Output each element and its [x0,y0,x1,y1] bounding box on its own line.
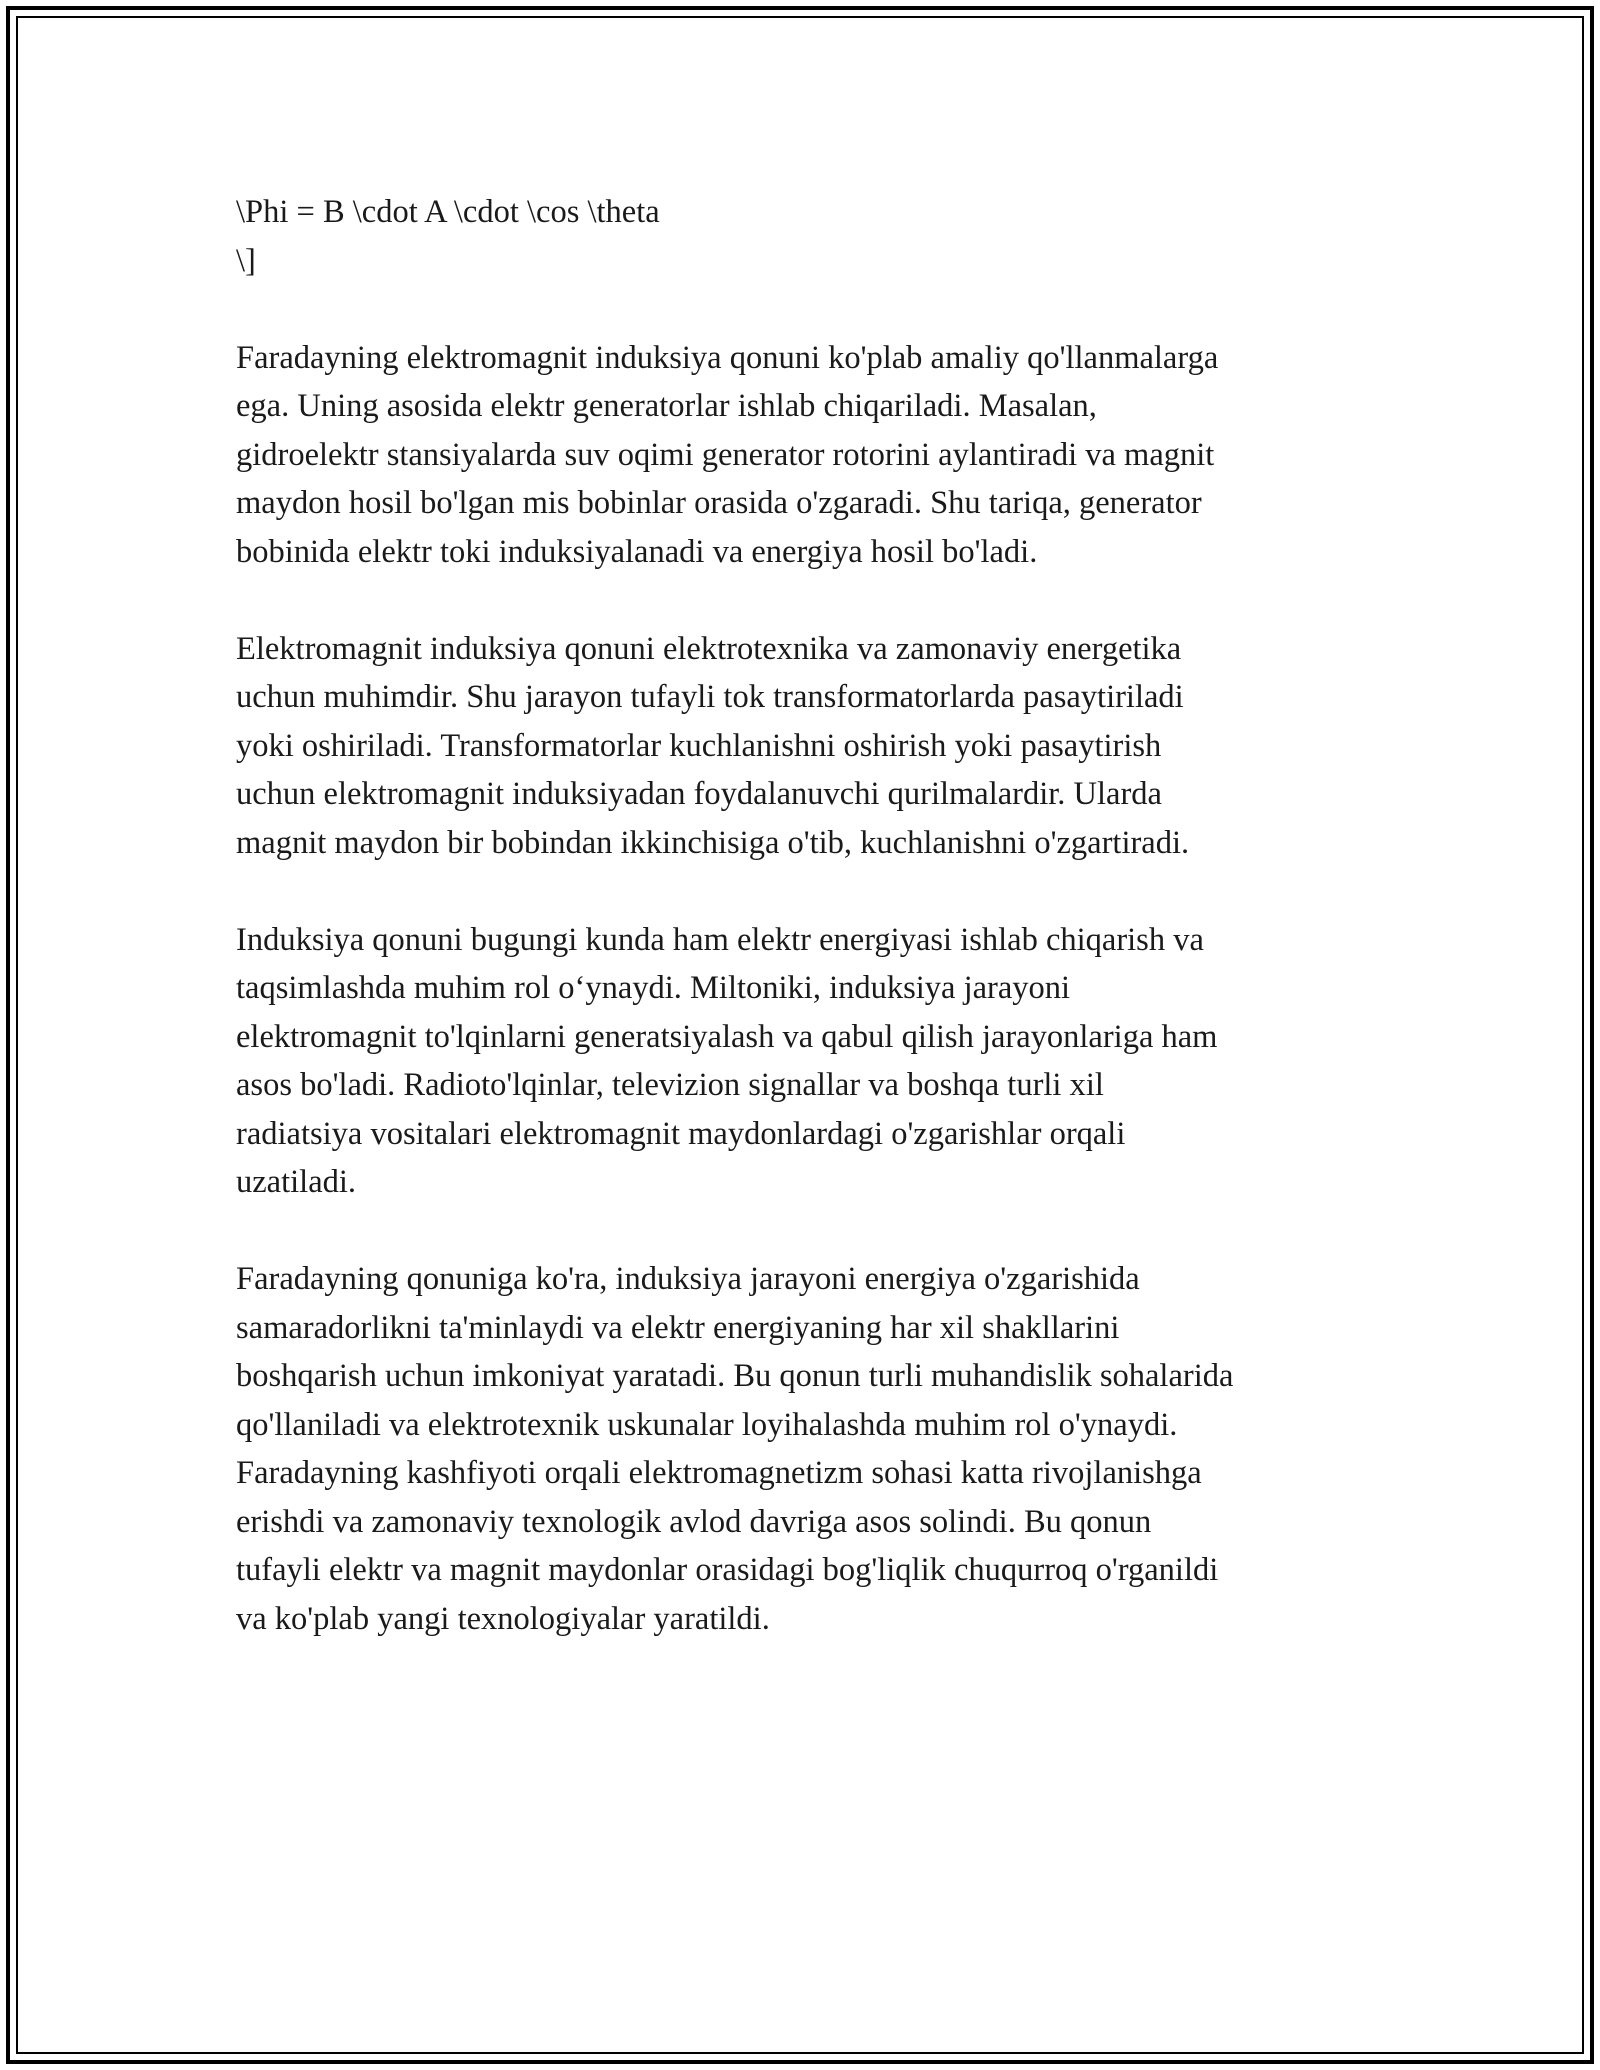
text-line: asos bo'ladi. Radioto'lqinlar, televizion signallar va boshqa turli xil [236,1067,1104,1103]
text-line: taqsimlashda muhim rol o‘ynaydi. Miltoniki, induksiya jarayoni [236,970,1071,1006]
paragraph-transformers [236,625,1386,868]
text-line: elektromagnit to'lqinlarni generatsiyalash va qabul qilish jarayonlariga ham [236,1018,1218,1055]
text-line: qo'llaniladi va elektrotexnik uskunalar loyihalashda muhim rol o'ynaydi. [236,1406,1178,1443]
paragraph-generators [236,334,1386,577]
formula-block [236,188,1386,285]
text-line: erishdi va zamonaviy texnologik avlod davriga asos solindi. Bu qonun [236,1503,1152,1540]
text-line: Induksiya qonuni bugungi kunda ham elektr energiyasi ishlab chiqarish va [236,921,1204,958]
text-line: uchun elektromagnit induksiyadan foydalanuvchi qurilmalardir. Ularda [236,776,1162,812]
formula-line: \Phi = B \cdot A \cdot \cos \theta [236,194,660,230]
text-line: uchun muhimdir. Shu jarayon tufayli tok transformatorlarda pasaytiriladi [236,679,1184,715]
text-line: maydon hosil bo'lgan mis bobinlar orasida o'zgaradi. Shu tariqa, generator [236,485,1202,521]
text-line: bobinida elektr toki induksiyalanadi va energiya hosil bo'ladi. [236,533,1038,570]
paragraph-conclusion [236,1255,1386,1643]
text-line: va ko'plab yangi texnologiyalar yaratildi. [236,1600,770,1637]
text-line: radiatsiya vositalari elektromagnit maydonlardagi o'zgarishlar orqali [236,1115,1126,1152]
text-line: uzatiladi. [236,1164,357,1200]
text-line: Elektromagnit induksiya qonuni elektrotexnika va zamonaviy energetika [236,630,1182,667]
document-body [236,188,1386,1643]
text-line: Faradayning qonuniga ko'ra, induksiya jarayoni energiya o'zgarishida [236,1261,1140,1297]
text-line: Faradayning kashfiyoti orqali elektromagnetizm sohasi katta rivojlanishga [236,1455,1202,1491]
text-line: yoki oshiriladi. Transformatorlar kuchlanishni oshirish yoki pasaytirish [236,727,1162,764]
text-line: ega. Uning asosida elektr generatorlar ishlab chiqariladi. Masalan, [236,388,1097,424]
text-line: magnit maydon bir bobindan ikkinchisiga o'tib, kuchlanishni o'zgartiradi. [236,824,1190,861]
text-line: tufayli elektr va magnit maydonlar orasidagi bog'liqlik chuqurroq o'rganildi [236,1552,1219,1588]
paragraph-waves [236,916,1386,1207]
formula-closing-line: \] [236,242,256,279]
text-line: samaradorlikni ta'minlaydi va elektr energiyaning har xil shakllarini [236,1309,1120,1346]
text-line: Faradayning elektromagnit induksiya qonuni ko'plab amaliy qo'llanmalarga [236,339,1219,376]
text-line: gidroelektr stansiyalarda suv oqimi generator rotorini aylantiradi va magnit [236,436,1215,473]
text-line: boshqarish uchun imkoniyat yaratadi. Bu qonun turli muhandislik sohalarida [236,1358,1234,1394]
